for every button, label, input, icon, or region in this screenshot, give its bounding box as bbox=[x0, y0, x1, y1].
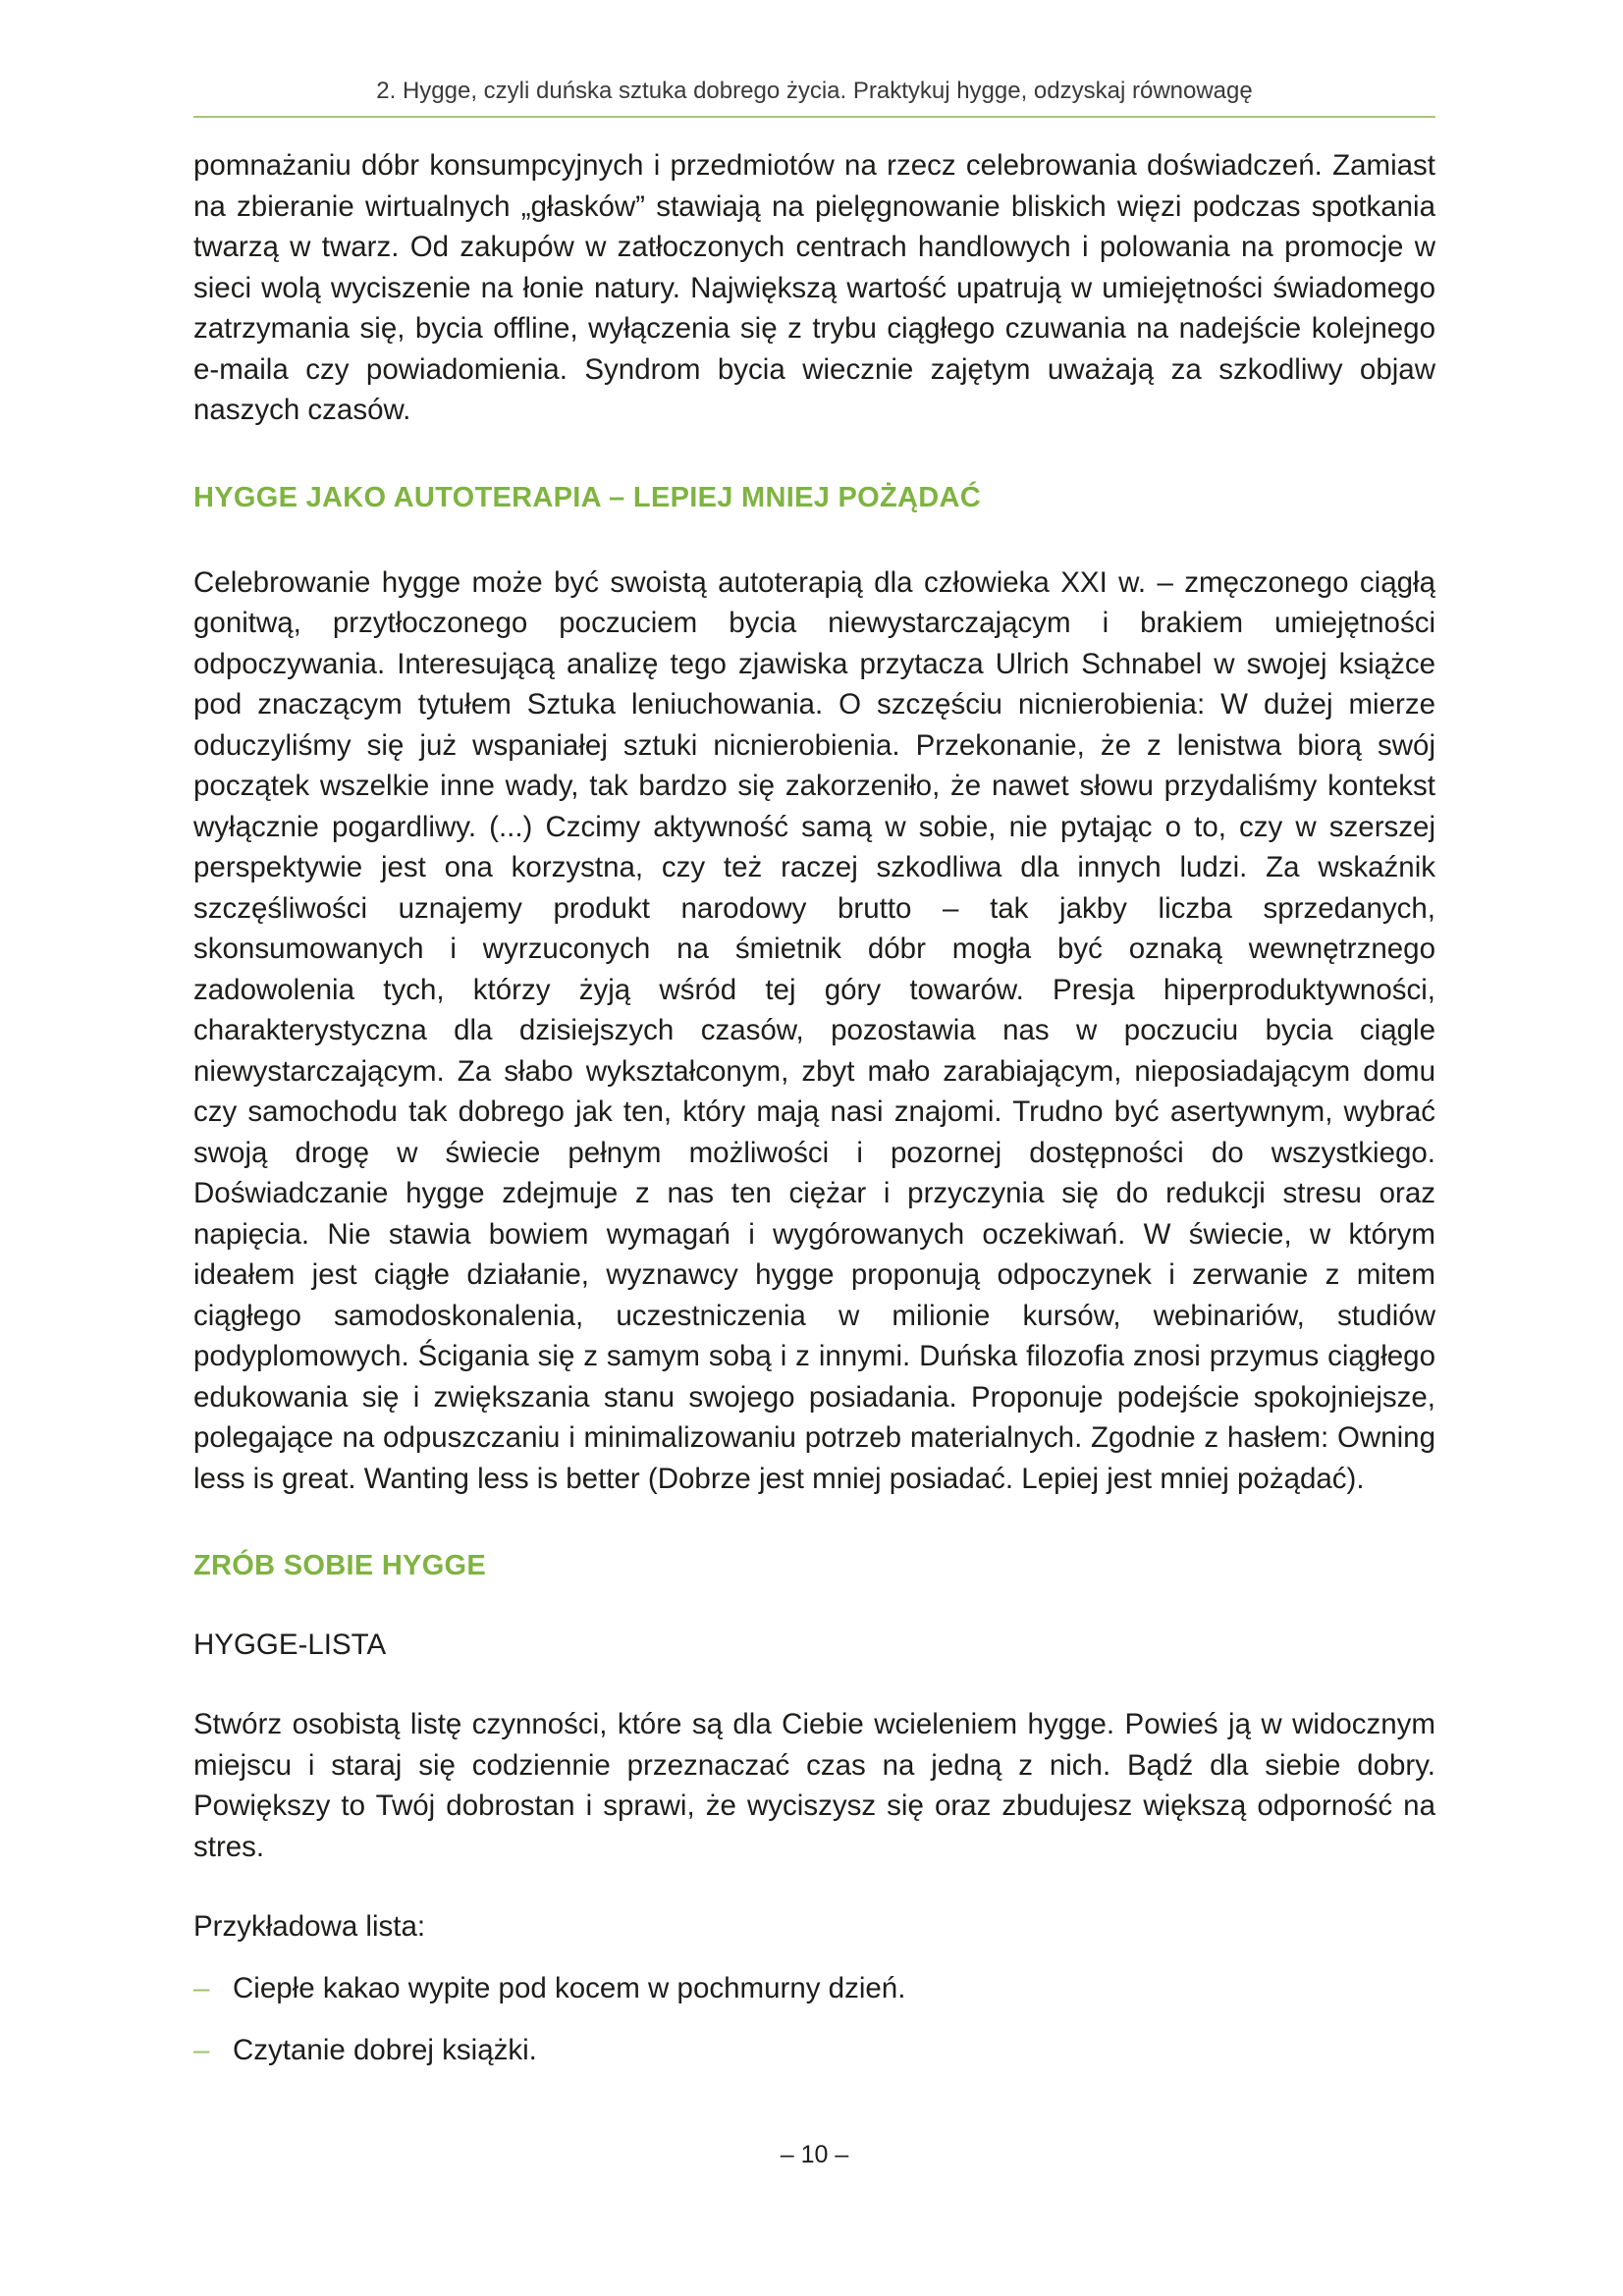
list-item bbox=[193, 1968, 1435, 2008]
section-heading-zrob-sobie-hygge: ZRÓB SOBIE HYGGE bbox=[193, 1550, 487, 1581]
intro-paragraph: pomnażaniu dóbr konsumpcyjnych i przedmiotów na rzecz celebrowania doświadczeń. Zamiast na zbieranie wirtualnych „głasków” stawiają na pielęgnowanie bliskich więzi podczas spotkania twarzą w twarz. Od zakupów w zatłoczonych centrach handlowych i polowania na promocje w sieci wolą wyciszenie na łonie natury. Największą wartość upatrują w umiejętności świadomego zatrzymania się, bycia offline, wyłączenia się z trybu ciągłego czuwania na nadejście kolejnego e-maila czy powiadomienia. Syndrom bycia wiecznie zajętym uważają za szkodliwy objaw naszych czasów. bbox=[193, 149, 1435, 426]
list-intro: Przykładowa lista: bbox=[193, 1910, 426, 1943]
dash-bullet-icon: – bbox=[193, 1972, 210, 2004]
list-item-text: Ciepłe kakao wypite pod kocem w pochmurny dzień. bbox=[233, 1972, 906, 2004]
example-list bbox=[193, 1968, 1435, 2070]
header-divider bbox=[193, 116, 1435, 118]
section-heading-autoterapia: HYGGE JAKO AUTOTERAPIA – LEPIEJ MNIEJ POŻĄDAĆ bbox=[193, 481, 981, 513]
running-header: 2. Hygge, czyli duńska sztuka dobrego życia. Praktykuj hygge, odzyskaj równowagę bbox=[376, 78, 1253, 104]
page-number: – 10 – bbox=[780, 2141, 849, 2168]
page-body bbox=[193, 145, 1435, 2092]
list-item bbox=[193, 2030, 1435, 2070]
list-item-text: Czytanie dobrej książki. bbox=[233, 2034, 537, 2066]
dash-bullet-icon: – bbox=[193, 2034, 210, 2066]
subheading-hygge-lista: HYGGE-LISTA bbox=[193, 1629, 387, 1661]
document-page bbox=[193, 0, 1435, 2296]
autoterapia-paragraph: Celebrowanie hygge może być swoistą autoterapią dla człowieka XXI w. – zmęczonego ciągłą gonitwą, przytłoczonego poczuciem bycia niewystarczającym i brakiem umiejętności odpoczywania. Interesującą analizę tego zjawiska przytacza Ulrich Schnabel w swojej książce pod znaczącym tytułem Sztuka leniuchowania. O szczęściu nicnierobienia: W dużej mierze oduczyliśmy się już wspaniałej sztuki nicnierobienia. Przekonanie, że z lenistwa biorą swój początek wszelkie inne wady, tak bardzo się zakorzeniło, że nawet słowu przydaliśmy kontekst wyłącznie pogardliwy. (...) Czcimy aktywność samą w sobie, nie pytając o to, czy w szerszej perspektywie jest ona korzystna, czy też raczej szkodliwa dla innych ludzi. Za wskaźnik szczęśliwości uznajemy produkt narodowy brutto – tak jakby liczba sprzedanych, skonsumowanych i wyrzuconych na śmietnik dóbr mogła być oznaką wewnętrznego zadowolenia tych, którzy żyją wśród tej góry towarów. Presja hiperproduktywności, charakterystyczna dla dzisiejszych czasów, pozostawia nas w poczuciu bycia ciągle niewystarczającym. Za słabo wykształconym, zbyt mało zarabiającym, nieposiadającym domu czy samochodu tak dobrego jak ten, który mają nasi znajomi. Trudno być asertywnym, wybrać swoją drogę w świecie pełnym możliwości i pozornej dostępności do wszystkiego. Doświadczanie hygge zdejmuje z nas ten ciężar i przyczynia się do redukcji stresu oraz napięcia. Nie stawia bowiem wymagań i wygórowanych oczekiwań. W świecie, w którym ideałem jest ciągłe działanie, wyznawcy hygge proponują odpoczynek i zerwanie z mitem ciągłego samodoskonalenia, uczestniczenia w milionie kursów, webinariów, studiów podyplomowych. Ścigania się z samym sobą i z innymi. Duńska filozofia znosi przymus ciągłego edukowania się i zwiększania stanu swojego posiadania. Proponuje podejście spokojniejsze, polegające na odpuszczaniu i minimalizowaniu potrzeb materialnych. Zgodnie z hasłem: Owning less is great. Wanting less is better (Dobrze jest mniej posiadać. Lepiej jest mniej pożądać). bbox=[193, 565, 1435, 1495]
hygge-lista-paragraph: Stwórz osobistą listę czynności, które są dla Ciebie wcieleniem hygge. Powieś ją w widocznym miejscu i staraj się codziennie przeznaczać czas na jedną z nich. Bądź dla siebie dobry. Powiększy to Twój dobrostan i sprawi, że wyciszysz się oraz zbudujesz większą odporność na stres. bbox=[193, 1708, 1435, 1863]
